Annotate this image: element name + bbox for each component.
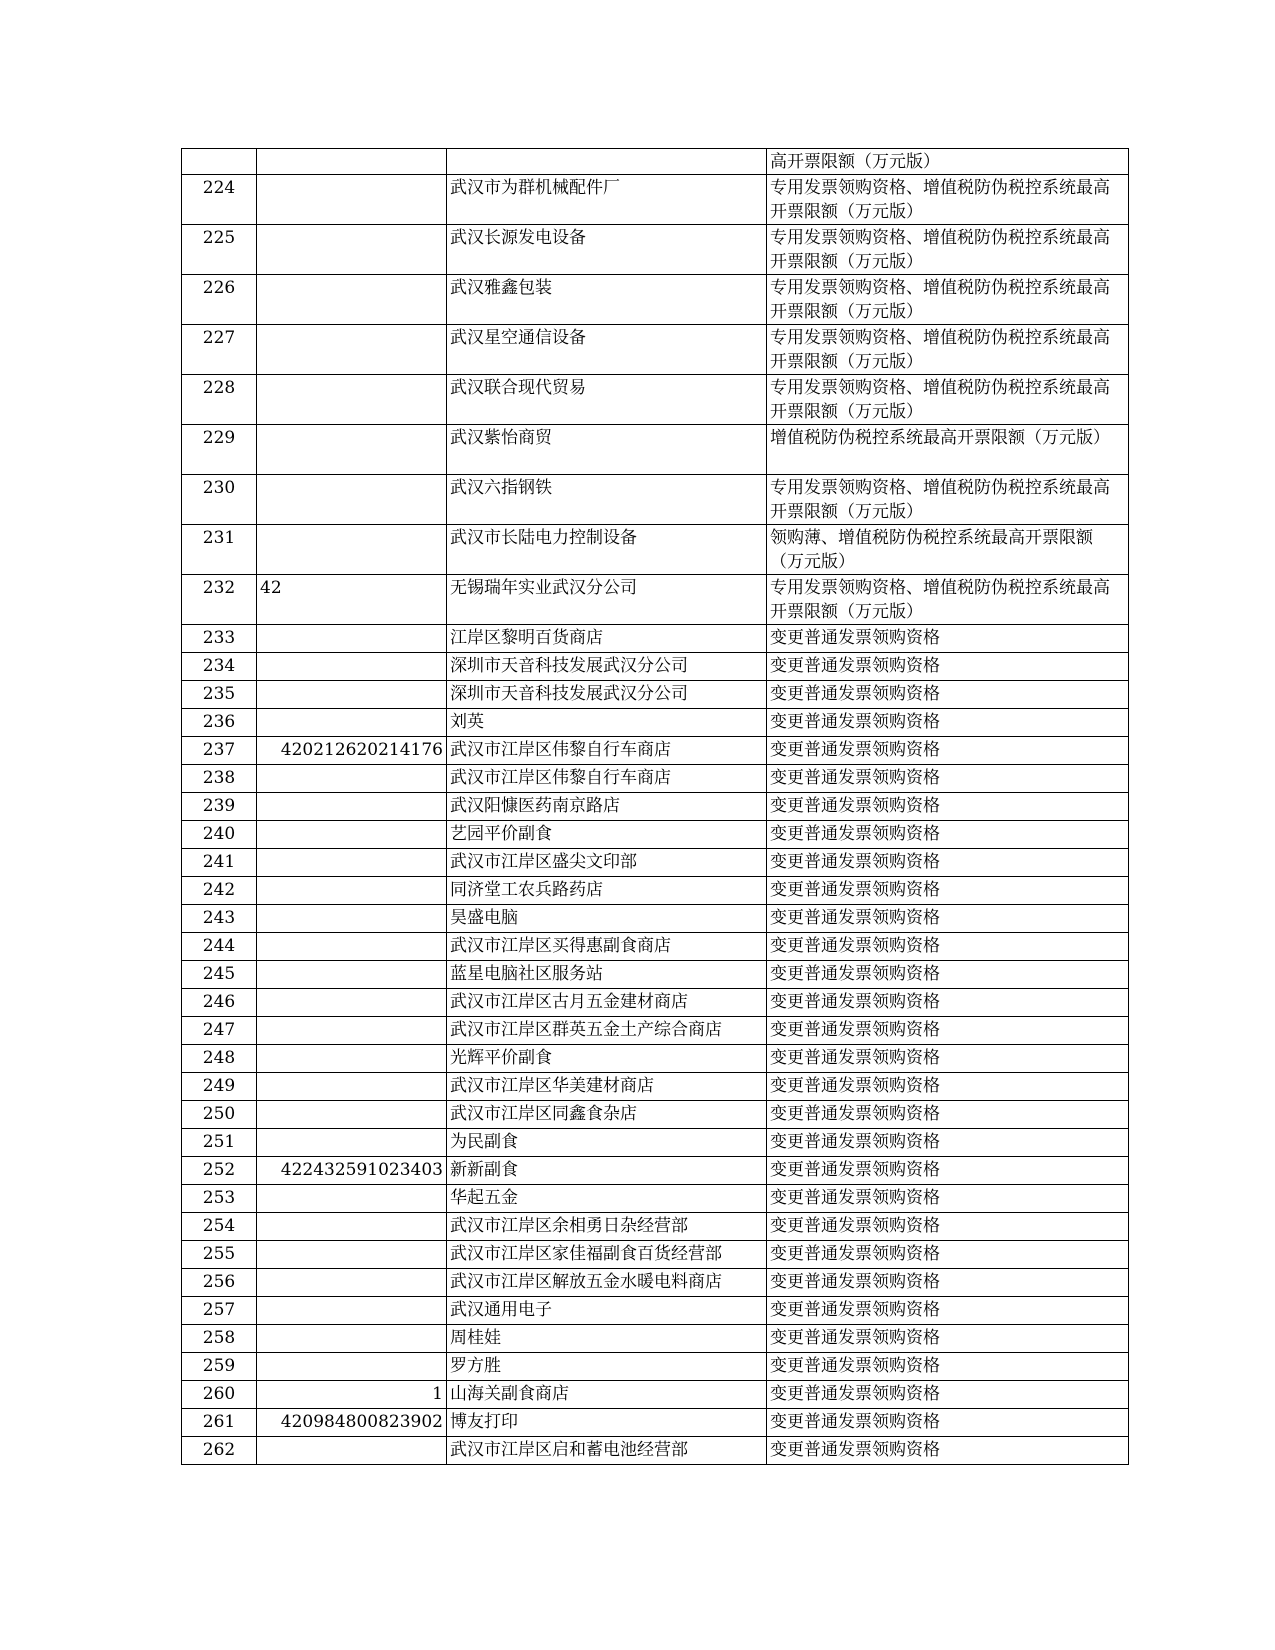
table-row	[182, 375, 1129, 425]
table-row	[182, 625, 1129, 653]
taxpayer-name-cell: 武汉市江岸区启和蓄电池经营部	[447, 1437, 767, 1465]
approval-item-cell: 领购薄、增值税防伪税控系统最高开票限额（万元版）	[767, 525, 1129, 575]
row-number-cell: 225	[182, 225, 257, 275]
approval-item-cell: 变更普通发票领购资格	[767, 1017, 1129, 1045]
tax-code-cell	[257, 1045, 447, 1073]
taxpayer-name-cell: 武汉市江岸区同鑫食杂店	[447, 1101, 767, 1129]
tax-code-cell	[257, 849, 447, 877]
table-row	[182, 1213, 1129, 1241]
row-number-cell: 259	[182, 1353, 257, 1381]
approval-item-cell: 专用发票领购资格、增值税防伪税控系统最高开票限额（万元版）	[767, 175, 1129, 225]
table-row	[182, 989, 1129, 1017]
approval-item-cell: 变更普通发票领购资格	[767, 1325, 1129, 1353]
taxpayer-name-cell: 武汉市江岸区买得惠副食商店	[447, 933, 767, 961]
taxpayer-name-cell: 武汉紫怡商贸	[447, 425, 767, 475]
approval-item-cell: 变更普通发票领购资格	[767, 1045, 1129, 1073]
table-row	[182, 1381, 1129, 1409]
row-number-cell: 236	[182, 709, 257, 737]
taxpayer-name-cell: 武汉市长陆电力控制设备	[447, 525, 767, 575]
taxpayer-name-cell: 艺园平价副食	[447, 821, 767, 849]
row-number-cell: 240	[182, 821, 257, 849]
tax-code-cell	[257, 765, 447, 793]
tax-code-cell	[257, 905, 447, 933]
table-row	[182, 653, 1129, 681]
taxpayer-name-cell: 周桂娃	[447, 1325, 767, 1353]
table-row	[182, 1129, 1129, 1157]
tax-code-cell	[257, 681, 447, 709]
taxpayer-name-cell: 光辉平价副食	[447, 1045, 767, 1073]
taxpayer-name-cell: 武汉市江岸区家佳福副食百货经营部	[447, 1241, 767, 1269]
table-row	[182, 849, 1129, 877]
taxpayer-name-cell: 武汉市江岸区古月五金建材商店	[447, 989, 767, 1017]
row-number-cell: 262	[182, 1437, 257, 1465]
row-number-cell: 239	[182, 793, 257, 821]
table-row	[182, 961, 1129, 989]
row-number-cell: 258	[182, 1325, 257, 1353]
tax-code-cell	[257, 653, 447, 681]
row-number-cell: 229	[182, 425, 257, 475]
row-number-cell: 250	[182, 1101, 257, 1129]
taxpayer-name-cell: 深圳市天音科技发展武汉分公司	[447, 653, 767, 681]
row-number-cell: 243	[182, 905, 257, 933]
row-number-cell: 257	[182, 1297, 257, 1325]
approval-item-cell: 变更普通发票领购资格	[767, 1129, 1129, 1157]
table-row	[182, 1325, 1129, 1353]
approval-item-cell: 高开票限额（万元版）	[767, 149, 1129, 175]
tax-code-cell	[257, 325, 447, 375]
tax-code-cell	[257, 375, 447, 425]
table-row	[182, 275, 1129, 325]
taxpayer-name-cell: 武汉通用电子	[447, 1297, 767, 1325]
table-row	[182, 793, 1129, 821]
tax-code-cell	[257, 877, 447, 905]
tax-code-cell: 420212620214176	[257, 737, 447, 765]
taxpayer-name-cell: 武汉长源发电设备	[447, 225, 767, 275]
taxpayer-name-cell: 武汉星空通信设备	[447, 325, 767, 375]
approval-item-cell: 变更普通发票领购资格	[767, 1437, 1129, 1465]
table-row	[182, 1269, 1129, 1297]
taxpayer-name-cell: 武汉市江岸区解放五金水暖电料商店	[447, 1269, 767, 1297]
approval-item-cell: 变更普通发票领购资格	[767, 1269, 1129, 1297]
approval-item-cell: 变更普通发票领购资格	[767, 653, 1129, 681]
taxpayer-name-cell: 武汉市为群机械配件厂	[447, 175, 767, 225]
taxpayer-name-cell: 武汉联合现代贸易	[447, 375, 767, 425]
row-number-cell: 244	[182, 933, 257, 961]
row-number-cell: 235	[182, 681, 257, 709]
table-row	[182, 1017, 1129, 1045]
tax-code-cell	[257, 1297, 447, 1325]
tax-code-cell: 42	[257, 575, 447, 625]
row-number-cell: 249	[182, 1073, 257, 1101]
taxpayer-name-cell: 罗方胜	[447, 1353, 767, 1381]
tax-code-cell	[257, 1353, 447, 1381]
tax-code-cell	[257, 1017, 447, 1045]
approval-item-cell: 变更普通发票领购资格	[767, 905, 1129, 933]
row-number-cell: 248	[182, 1045, 257, 1073]
table-row	[182, 225, 1129, 275]
row-number-cell	[182, 149, 257, 175]
row-number-cell: 228	[182, 375, 257, 425]
row-number-cell: 224	[182, 175, 257, 225]
approval-item-cell: 变更普通发票领购资格	[767, 625, 1129, 653]
row-number-cell: 255	[182, 1241, 257, 1269]
taxpayer-name-cell: 武汉市江岸区伟黎自行车商店	[447, 737, 767, 765]
approval-item-cell: 专用发票领购资格、增值税防伪税控系统最高开票限额（万元版）	[767, 325, 1129, 375]
tax-code-cell: 1	[257, 1381, 447, 1409]
tax-code-cell: 422432591023403	[257, 1157, 447, 1185]
approval-item-cell: 变更普通发票领购资格	[767, 737, 1129, 765]
table-row	[182, 175, 1129, 225]
tax-code-cell	[257, 525, 447, 575]
approval-item-cell: 变更普通发票领购资格	[767, 877, 1129, 905]
taxpayer-name-cell	[447, 149, 767, 175]
taxpayer-name-cell: 同济堂工农兵路药店	[447, 877, 767, 905]
approval-item-cell: 变更普通发票领购资格	[767, 1297, 1129, 1325]
approval-item-cell: 专用发票领购资格、增值税防伪税控系统最高开票限额（万元版）	[767, 475, 1129, 525]
table-row	[182, 1241, 1129, 1269]
table-row	[182, 765, 1129, 793]
row-number-cell: 242	[182, 877, 257, 905]
approval-item-cell: 变更普通发票领购资格	[767, 1353, 1129, 1381]
approval-item-cell: 变更普通发票领购资格	[767, 989, 1129, 1017]
tax-code-cell	[257, 275, 447, 325]
tax-code-cell	[257, 1213, 447, 1241]
row-number-cell: 254	[182, 1213, 257, 1241]
taxpayer-name-cell: 武汉市江岸区余相勇日杂经营部	[447, 1213, 767, 1241]
table-row	[182, 1185, 1129, 1213]
taxpayer-name-cell: 昊盛电脑	[447, 905, 767, 933]
taxpayer-name-cell: 江岸区黎明百货商店	[447, 625, 767, 653]
approval-item-cell: 变更普通发票领购资格	[767, 1157, 1129, 1185]
table-row	[182, 1353, 1129, 1381]
tax-code-cell	[257, 1073, 447, 1101]
table-row	[182, 737, 1129, 765]
table-row	[182, 575, 1129, 625]
tax-code-cell	[257, 821, 447, 849]
tax-code-cell	[257, 1325, 447, 1353]
taxpayer-name-cell: 武汉阳慷医药南京路店	[447, 793, 767, 821]
approval-item-cell: 变更普通发票领购资格	[767, 709, 1129, 737]
tax-code-cell	[257, 149, 447, 175]
approval-item-cell: 变更普通发票领购资格	[767, 961, 1129, 989]
row-number-cell: 231	[182, 525, 257, 575]
row-number-cell: 252	[182, 1157, 257, 1185]
table-row	[182, 877, 1129, 905]
approval-item-cell: 变更普通发票领购资格	[767, 1381, 1129, 1409]
table-row	[182, 709, 1129, 737]
taxpayer-name-cell: 深圳市天音科技发展武汉分公司	[447, 681, 767, 709]
tax-code-cell	[257, 933, 447, 961]
row-number-cell: 251	[182, 1129, 257, 1157]
taxpayer-name-cell: 武汉雅鑫包装	[447, 275, 767, 325]
taxpayer-name-cell: 新新副食	[447, 1157, 767, 1185]
tax-code-cell	[257, 625, 447, 653]
taxpayer-name-cell: 刘英	[447, 709, 767, 737]
row-number-cell: 256	[182, 1269, 257, 1297]
approval-item-cell: 变更普通发票领购资格	[767, 765, 1129, 793]
tax-code-cell	[257, 475, 447, 525]
records-table	[181, 148, 1129, 1465]
table-row	[182, 1437, 1129, 1465]
table-row	[182, 933, 1129, 961]
row-number-cell: 247	[182, 1017, 257, 1045]
row-number-cell: 246	[182, 989, 257, 1017]
row-number-cell: 232	[182, 575, 257, 625]
row-number-cell: 226	[182, 275, 257, 325]
row-number-cell: 238	[182, 765, 257, 793]
approval-item-cell: 增值税防伪税控系统最高开票限额（万元版）	[767, 425, 1129, 475]
taxpayer-name-cell: 武汉六指钢铁	[447, 475, 767, 525]
tax-code-cell	[257, 1269, 447, 1297]
tax-code-cell	[257, 1101, 447, 1129]
table-row	[182, 1073, 1129, 1101]
taxpayer-name-cell: 武汉市江岸区群英五金土产综合商店	[447, 1017, 767, 1045]
table-row	[182, 1409, 1129, 1437]
table-row	[182, 525, 1129, 575]
approval-item-cell: 变更普通发票领购资格	[767, 1073, 1129, 1101]
row-number-cell: 233	[182, 625, 257, 653]
table-row	[182, 149, 1129, 175]
tax-code-cell	[257, 709, 447, 737]
tax-code-cell	[257, 1129, 447, 1157]
row-number-cell: 241	[182, 849, 257, 877]
tax-code-cell	[257, 961, 447, 989]
tax-code-cell	[257, 225, 447, 275]
approval-item-cell: 专用发票领购资格、增值税防伪税控系统最高开票限额（万元版）	[767, 575, 1129, 625]
tax-code-cell	[257, 1241, 447, 1269]
table-row	[182, 475, 1129, 525]
approval-item-cell: 变更普通发票领购资格	[767, 849, 1129, 877]
taxpayer-name-cell: 无锡瑞年实业武汉分公司	[447, 575, 767, 625]
approval-item-cell: 专用发票领购资格、增值税防伪税控系统最高开票限额（万元版）	[767, 375, 1129, 425]
table-row	[182, 425, 1129, 475]
taxpayer-name-cell: 武汉市江岸区华美建材商店	[447, 1073, 767, 1101]
table-row	[182, 1045, 1129, 1073]
table-row	[182, 325, 1129, 375]
taxpayer-name-cell: 山海关副食商店	[447, 1381, 767, 1409]
approval-item-cell: 变更普通发票领购资格	[767, 1101, 1129, 1129]
row-number-cell: 245	[182, 961, 257, 989]
approval-item-cell: 变更普通发票领购资格	[767, 793, 1129, 821]
tax-code-cell: 420984800823902	[257, 1409, 447, 1437]
table-row	[182, 1101, 1129, 1129]
row-number-cell: 230	[182, 475, 257, 525]
row-number-cell: 253	[182, 1185, 257, 1213]
approval-item-cell: 变更普通发票领购资格	[767, 1241, 1129, 1269]
row-number-cell: 261	[182, 1409, 257, 1437]
taxpayer-name-cell: 蓝星电脑社区服务站	[447, 961, 767, 989]
tax-code-cell	[257, 989, 447, 1017]
approval-item-cell: 变更普通发票领购资格	[767, 1409, 1129, 1437]
taxpayer-name-cell: 博友打印	[447, 1409, 767, 1437]
table-row	[182, 1297, 1129, 1325]
taxpayer-name-cell: 华起五金	[447, 1185, 767, 1213]
approval-item-cell: 变更普通发票领购资格	[767, 1213, 1129, 1241]
table-row	[182, 821, 1129, 849]
tax-code-cell	[257, 793, 447, 821]
approval-item-cell: 变更普通发票领购资格	[767, 1185, 1129, 1213]
row-number-cell: 260	[182, 1381, 257, 1409]
table-body	[182, 149, 1129, 1465]
approval-item-cell: 变更普通发票领购资格	[767, 821, 1129, 849]
taxpayer-name-cell: 武汉市江岸区伟黎自行车商店	[447, 765, 767, 793]
tax-code-cell	[257, 425, 447, 475]
tax-code-cell	[257, 1185, 447, 1213]
row-number-cell: 227	[182, 325, 257, 375]
row-number-cell: 234	[182, 653, 257, 681]
approval-item-cell: 变更普通发票领购资格	[767, 681, 1129, 709]
taxpayer-name-cell: 为民副食	[447, 1129, 767, 1157]
tax-code-cell	[257, 1437, 447, 1465]
approval-item-cell: 变更普通发票领购资格	[767, 933, 1129, 961]
table-row	[182, 681, 1129, 709]
approval-item-cell: 专用发票领购资格、增值税防伪税控系统最高开票限额（万元版）	[767, 275, 1129, 325]
tax-code-cell	[257, 175, 447, 225]
approval-item-cell: 专用发票领购资格、增值税防伪税控系统最高开票限额（万元版）	[767, 225, 1129, 275]
row-number-cell: 237	[182, 737, 257, 765]
table-row	[182, 905, 1129, 933]
table-row	[182, 1157, 1129, 1185]
taxpayer-name-cell: 武汉市江岸区盛尖文印部	[447, 849, 767, 877]
